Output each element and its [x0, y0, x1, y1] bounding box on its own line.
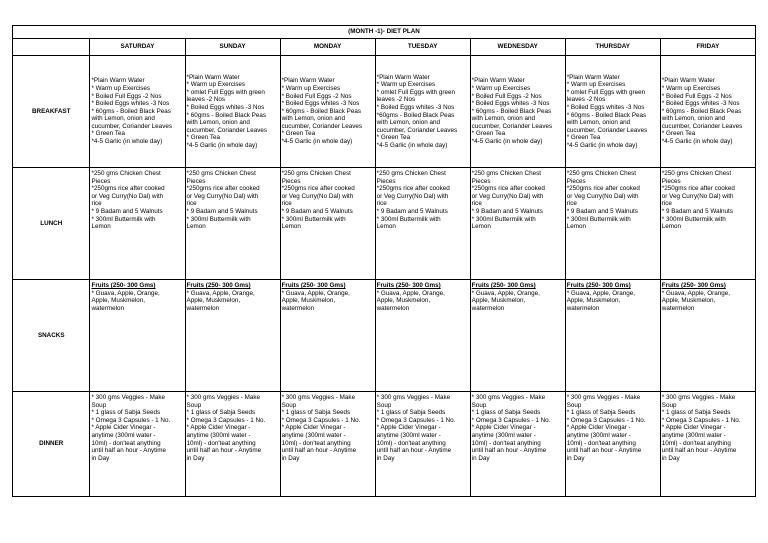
dinner-monday-cell: * 300 gms Veggies - Make Soup * 1 glass of Sabja Seeds * Omega 3 Capsules - 1 No. * Apple Cider Vinegar - anytime (300ml water - 10ml) - don'teat anything until half an hour - Anytime in Day: [280, 392, 375, 497]
fruit-list: * Guava, Apple, Orange, Apple, Muskmelon, watermelon: [186, 289, 255, 312]
dinner-saturday-cell: * 300 gms Veggies - Make Soup * 1 glass of Sabja Seeds * Omega 3 Capsules - 1 No. * Apple Cider Vinegar - anytime (300ml water - 10ml) - don'teat anything until half an hour - Anytime in Day: [90, 392, 185, 497]
day-header-wednesday: WEDNESDAY: [470, 39, 565, 56]
lunch-row: [13, 168, 756, 280]
snacks-saturday-cell: [90, 280, 185, 392]
meal-label-snacks: SNACKS: [13, 280, 90, 392]
dinner-sunday-cell: * 300 gms Veggies - Make Soup * 1 glass of Sabja Seeds * Omega 3 Capsules - 1 No. * Apple Cider Vinegar - anytime (300ml water - 10ml) - don'teat anything until half an hour - Anytime in Day: [185, 392, 280, 497]
day-header-friday: FRIDAY: [660, 39, 755, 56]
lunch-monday-cell: *250 gms Chicken Chest Pieces *250gms rice after cooked or Veg Curry(No Dal) with rice * 9 Badam and 5 Walnuts * 300ml Buttermilk with Lemon: [280, 168, 375, 280]
meal-label-dinner: DINNER: [13, 392, 90, 497]
dinner-friday-cell: * 300 gms Veggies - Make Soup * 1 glass of Sabja Seeds * Omega 3 Capsules - 1 No. * Apple Cider Vinegar - anytime (300ml water - 10ml) - don'teat anything until half an hour - Anytime in Day: [660, 392, 755, 497]
diet-plan-table: [12, 25, 756, 497]
dinner-wednesday-cell: * 300 gms Veggies - Make Soup * 1 glass of Sabja Seeds * Omega 3 Capsules - 1 No. * Apple Cider Vinegar - anytime (300ml water - 10ml) - don'teat anything until half an hour - Anytime in Day: [470, 392, 565, 497]
lunch-sunday-cell: *250 gms Chicken Chest Pieces *250gms rice after cooked or Veg Curry(No Dal) with rice * 9 Badam and 5 Walnuts * 300ml Buttermilk with Lemon: [185, 168, 280, 280]
page-title: (MONTH -1)- DIET PLAN: [13, 26, 756, 39]
fruit-list: * Guava, Apple, Orange, Apple, Muskmelon, watermelon: [566, 289, 635, 312]
lunch-tuesday-cell: *250 gms Chicken Chest Pieces *250gms rice after cooked or Veg Curry(No Dal) with rice * 9 Badam and 5 Walnuts * 300ml Buttermilk with Lemon: [375, 168, 470, 280]
breakfast-saturday-cell: *Plain Warm Water * Warm up Exercises * Boiled Full Eggs -2 Nos * Boiled Eggs whites -3 Nos * 60gms - Boiled Black Peas with Lemon, onion and cucumber, Coriander Leaves * Green Tea *4-5 Garlic (in whole day): [90, 56, 185, 168]
breakfast-monday-cell: *Plain Warm Water * Warm up Exercises * Boiled Full Eggs -2 Nos * Boiled Eggs whites -3 Nos * 60gms - Boiled Black Peas with Lemon, onion and cucumber, Coriander Leaves * Green Tea *4-5 Garlic (in whole day): [280, 56, 375, 168]
dinner-row: [13, 392, 756, 497]
snacks-tuesday-cell: [375, 280, 470, 392]
fruit-heading: Fruits (250- 300 Gms): [91, 282, 156, 289]
fruit-list: * Guava, Apple, Orange, Apple, Muskmelon, watermelon: [91, 289, 160, 312]
breakfast-row: [13, 56, 756, 168]
fruit-heading: Fruits (250- 300 Gms): [661, 282, 726, 289]
snacks-thursday-cell: [565, 280, 660, 392]
snacks-wednesday-cell: [470, 280, 565, 392]
lunch-wednesday-cell: *250 gms Chicken Chest Pieces *250gms rice after cooked or Veg Curry(No Dal) with rice * 9 Badam and 5 Walnuts * 300ml Buttermilk with Lemon: [470, 168, 565, 280]
corner-cell: [13, 39, 90, 56]
fruit-heading: Fruits (250- 300 Gms): [281, 282, 346, 289]
breakfast-friday-cell: *Plain Warm Water * Warm up Exercises * Boiled Full Eggs -2 Nos * Boiled Eggs whites -3 Nos * 60gms - Boiled Black Peas with Lemon, onion and cucumber, Coriander Leaves * Green Tea *4-5 Garlic (in whole day): [660, 56, 755, 168]
day-header-row: [13, 39, 756, 56]
lunch-friday-cell: *250 gms Chicken Chest Pieces *250gms rice after cooked or Veg Curry(No Dal) with rice * 9 Badam and 5 Walnuts * 300ml Buttermilk with Lemon: [660, 168, 755, 280]
fruit-list: * Guava, Apple, Orange, Apple, Muskmelon, watermelon: [661, 289, 731, 312]
day-header-tuesday: TUESDAY: [375, 39, 470, 56]
breakfast-thursday-cell: *Plain Warm Water * Warm up Exercises * omlet Full Eggs with green leaves -2 Nos * Boiled Eggs whites -3 Nos * 60gms - Boiled Black Peas with Lemon, onion and cucumber, Coriander Leaves * Green Tea *4-5 Garlic (in whole day): [565, 56, 660, 168]
fruit-heading: Fruits (250- 300 Gms): [186, 282, 251, 289]
breakfast-tuesday-cell: *Plain Warm Water * Warm up Exercises * omlet Full Eggs with green leaves -2 Nos * Boiled Eggs whites -3 Nos *60gms - Boiled Black Peas with Lemon, onion and cucumber, Coriander Leaves * Green Tea *4-5 Garlic (in whole day): [375, 56, 470, 168]
meal-label-breakfast: BREAKFAST: [13, 56, 90, 168]
fruit-heading: Fruits (250- 300 Gms): [471, 282, 536, 289]
day-header-saturday: SATURDAY: [90, 39, 185, 56]
fruit-list: * Guava, Apple, Orange, Apple, Muskmelon, watermelon: [281, 289, 350, 312]
dinner-thursday-cell: * 300 gms Veggies - Make Soup * 1 glass of Sabja Seeds * Omega 3 Capsules - 1 No. * Apple Cider Vinegar - anytime (300ml water - 10ml) - don'teat anything until half an hour - Anytime in Day: [565, 392, 660, 497]
meal-label-lunch: LUNCH: [13, 168, 90, 280]
fruit-list: * Guava, Apple, Orange, Apple, Muskmelon, watermelon: [471, 289, 540, 312]
snacks-monday-cell: [280, 280, 375, 392]
lunch-saturday-cell: *250 gms Chicken Chest Pieces *250gms rice after cooked or Veg Curry(No Dal) with rice * 9 Badam and 5 Walnuts * 300ml Buttermilk with Lemon: [90, 168, 185, 280]
snacks-sunday-cell: [185, 280, 280, 392]
fruit-heading: Fruits (250- 300 Gms): [376, 282, 441, 289]
dinner-tuesday-cell: * 300 gms Veggies - Make Soup * 1 glass of Sabja Seeds * Omega 3 Capsules - 1 No. * Apple Cider Vinegar - anytime (300ml water - 10ml) - don'teat anything until half an hour - Anytime in Day: [375, 392, 470, 497]
day-header-monday: MONDAY: [280, 39, 375, 56]
breakfast-sunday-cell: *Plain Warm Water * Warm up Exercises * omlet Full Eggs with green leaves -2 Nos * Boiled Eggs whites -3 Nos * 60gms - Boiled Black Peas with Lemon, onion and cucumber, Coriander Leaves * Green Tea *4-5 Garlic (in whole day): [185, 56, 280, 168]
snacks-friday-cell: [660, 280, 755, 392]
lunch-thursday-cell: *250 gms Chicken Chest Pieces *250gms rice after cooked or Veg Curry(No Dal) with rice * 9 Badam and 5 Walnuts * 300ml Buttermilk with Lemon: [565, 168, 660, 280]
fruit-list: * Guava, Apple, Orange, Apple, Muskmelon, watermelon: [376, 289, 445, 312]
fruit-heading: Fruits (250- 300 Gms): [566, 282, 631, 289]
breakfast-wednesday-cell: *Plain Warm Water * Warm up Exercises * Boiled Full Eggs -2 Nos * Boiled Eggs whites -3 Nos * 60gms - Boiled Black Peas with Lemon, onion and cucumber, Coriander Leaves * Green Tea *4-5 Garlic (in whole day): [470, 56, 565, 168]
day-header-thursday: THURSDAY: [565, 39, 660, 56]
snacks-row: [13, 280, 756, 392]
day-header-sunday: SUNDAY: [185, 39, 280, 56]
